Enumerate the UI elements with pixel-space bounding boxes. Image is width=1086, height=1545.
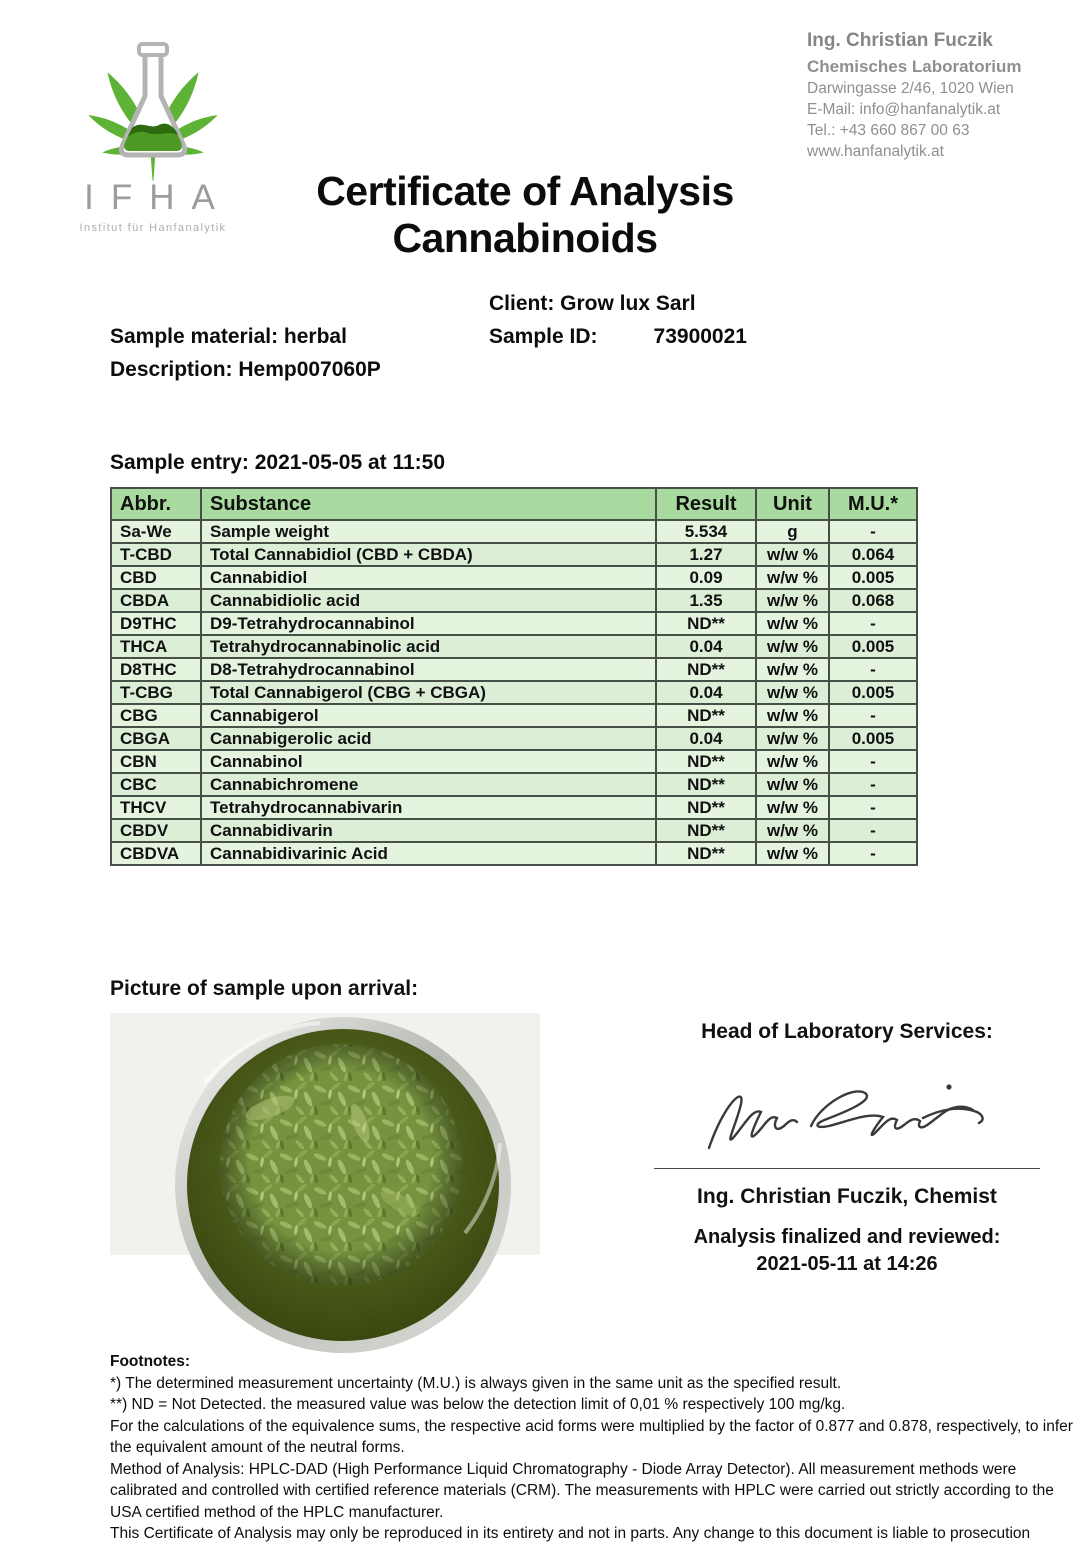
table-cell: ND** (656, 750, 756, 773)
table-row (111, 658, 917, 681)
lab-contact-block (807, 30, 1057, 162)
contact-name: Ing. Christian Fuczik (807, 30, 993, 51)
table-cell: - (829, 773, 917, 796)
text-line: Tel.: +43 660 867 00 63 (807, 122, 970, 139)
picture-label: Picture of sample upon arrival: (110, 977, 419, 1000)
table-cell: ND** (656, 658, 756, 681)
table-cell: - (829, 612, 917, 635)
table-cell: 0.04 (656, 681, 756, 704)
table-cell: Cannabidivarinic Acid (201, 842, 656, 865)
table-header-cell: Substance (201, 488, 656, 520)
table-row (111, 819, 917, 842)
table-cell: - (829, 842, 917, 865)
table-header-cell: Result (656, 488, 756, 520)
table-cell: w/w % (756, 612, 829, 635)
table-cell: w/w % (756, 773, 829, 796)
table-cell: - (829, 520, 917, 543)
table-cell: w/w % (756, 681, 829, 704)
sample-entry: Sample entry: 2021-05-05 at 11:50 (110, 451, 446, 474)
table-row (111, 750, 917, 773)
table-cell: THCV (111, 796, 201, 819)
table-cell: g (756, 520, 829, 543)
table-cell: Cannabichromene (201, 773, 656, 796)
text-line: E-Mail: info@hanfanalytik.at (807, 101, 1001, 118)
contact-lines (807, 55, 1057, 162)
table-row (111, 589, 917, 612)
table-cell: ND** (656, 842, 756, 865)
table-header-cell: Unit (756, 488, 829, 520)
hemp-leaf-flask-icon (66, 26, 241, 176)
table-cell: Total Cannabigerol (CBG + CBGA) (201, 681, 656, 704)
table-cell: Sample weight (201, 520, 656, 543)
table-cell: CBDVA (111, 842, 201, 865)
table-cell: w/w % (756, 543, 829, 566)
text-line: This Certificate of Analysis may only be reproduced in its entirety and not in parts. Any change to this document is liable to prosecution (110, 1525, 1031, 1542)
text-line: *) The determined measurement uncertainty (M.U.) is always given in the same unit as the specified result. (110, 1374, 842, 1392)
table-cell: w/w % (756, 635, 829, 658)
title-line-2: Cannabinoids (392, 215, 658, 261)
title-line-1: Certificate of Analysis (316, 168, 734, 214)
table-cell: T-CBG (111, 681, 201, 704)
table-cell: - (829, 796, 917, 819)
table-cell: 0.064 (829, 543, 917, 566)
table-cell: w/w % (756, 589, 829, 612)
text-line: www.hanfanalytik.at (807, 143, 944, 160)
signature-line (654, 1168, 1040, 1169)
table-cell: Tetrahydrocannabivarin (201, 796, 656, 819)
table-cell: THCA (111, 635, 201, 658)
table-cell: - (829, 704, 917, 727)
table-row (111, 681, 917, 704)
table-cell: w/w % (756, 819, 829, 842)
table-cell: 0.04 (656, 727, 756, 750)
text-line: **) ND = Not Detected. the measured value was below the detection limit of 0,01 % respectively 100 mg/kg. (110, 1396, 846, 1413)
table-cell: ND** (656, 773, 756, 796)
table-header-cell: Abbr. (111, 488, 201, 520)
table-header-row (111, 488, 917, 520)
results-table-body (111, 520, 917, 865)
table-cell: 0.005 (829, 727, 917, 750)
footnotes (110, 1351, 1086, 1545)
table-cell: 5.534 (656, 520, 756, 543)
table-row (111, 727, 917, 750)
table-cell: Cannabidivarin (201, 819, 656, 842)
text-line: For the calculations of the equivalence sums, the respective acid forms were multiplied by the factor of 0.877 and 0.878, respectively, to infer the equivalent amount of the neutral forms. (110, 1417, 1073, 1456)
page-title (0, 168, 1050, 262)
signature-section (650, 1020, 1044, 1276)
table-cell: Cannabigerol (201, 704, 656, 727)
finalized-date: 2021-05-11 at 14:26 (756, 1253, 938, 1275)
sample-material: Sample material: herbal (110, 325, 347, 348)
sample-photo (110, 1013, 540, 1255)
table-cell: D8-Tetrahydrocannabinol (201, 658, 656, 681)
table-cell: ND** (656, 704, 756, 727)
table-cell: ND** (656, 819, 756, 842)
table-cell: w/w % (756, 704, 829, 727)
table-cell: CBN (111, 750, 201, 773)
table-cell: w/w % (756, 796, 829, 819)
sample-id-label: Sample ID: (489, 325, 598, 348)
table-cell: ND** (656, 612, 756, 635)
table-cell: 0.005 (829, 566, 917, 589)
signature-icon (687, 1060, 1007, 1168)
finalized-label: Analysis finalized and reviewed: (693, 1226, 1001, 1248)
table-cell: 0.005 (829, 681, 917, 704)
text-line: Method of Analysis: HPLC-DAD (High Performance Liquid Chromatography - Diode Array Detector). All measurement methods were calibrated and controlled with certified reference materials (CRM). The measurements with HPLC were carried out strictly according to the USA certified method of the HPLC manufacturer. (110, 1460, 1054, 1521)
table-cell: w/w % (756, 842, 829, 865)
table-cell: CBDA (111, 589, 201, 612)
table-cell: Cannabinol (201, 750, 656, 773)
table-row (111, 566, 917, 589)
table-cell: T-CBD (111, 543, 201, 566)
table-row (111, 543, 917, 566)
table-cell: - (829, 819, 917, 842)
table-cell: 0.068 (829, 589, 917, 612)
table-cell: - (829, 658, 917, 681)
table-cell: Sa-We (111, 520, 201, 543)
footnotes-heading: Footnotes: (110, 1353, 191, 1370)
client-label: Client: Grow lux Sarl (489, 292, 696, 315)
table-row (111, 635, 917, 658)
sample-id-value: 73900021 (653, 325, 747, 348)
logo-acronym: IFHA (84, 178, 232, 217)
table-cell: w/w % (756, 750, 829, 773)
table-cell: D8THC (111, 658, 201, 681)
table-cell: D9-Tetrahydrocannabinol (201, 612, 656, 635)
text-line: Chemisches Laboratorium (807, 57, 1022, 76)
table-cell: w/w % (756, 658, 829, 681)
table-cell: CBD (111, 566, 201, 589)
signer-name: Ing. Christian Fuczik, Chemist (697, 1185, 997, 1208)
table-cell: Cannabidiolic acid (201, 589, 656, 612)
table-cell: CBG (111, 704, 201, 727)
signature-heading: Head of Laboratory Services: (701, 1020, 993, 1043)
table-cell: - (829, 750, 917, 773)
table-cell: Total Cannabidiol (CBD + CBDA) (201, 543, 656, 566)
table-row (111, 520, 917, 543)
table-header-cell: M.U.* (829, 488, 917, 520)
table-cell: 1.27 (656, 543, 756, 566)
table-cell: 0.005 (829, 635, 917, 658)
table-cell: Tetrahydrocannabinolic acid (201, 635, 656, 658)
table-row (111, 773, 917, 796)
table-cell: CBDV (111, 819, 201, 842)
table-cell: CBGA (111, 727, 201, 750)
text-line: Darwingasse 2/46, 1020 Wien (807, 80, 1014, 97)
sample-id-row (489, 325, 747, 349)
table-row (111, 612, 917, 635)
table-cell: Cannabidiol (201, 566, 656, 589)
results-table (110, 487, 918, 866)
table-row (111, 842, 917, 865)
table-cell: 1.35 (656, 589, 756, 612)
table-cell: w/w % (756, 566, 829, 589)
table-cell: D9THC (111, 612, 201, 635)
table-cell: ND** (656, 796, 756, 819)
sample-description: Description: Hemp007060P (110, 358, 381, 381)
table-cell: w/w % (756, 727, 829, 750)
table-row (111, 796, 917, 819)
table-cell: Cannabigerolic acid (201, 727, 656, 750)
logo-subtitle: Institut für Hanfanalytik (79, 222, 227, 234)
table-row (111, 704, 917, 727)
table-cell: CBC (111, 773, 201, 796)
table-cell: 0.09 (656, 566, 756, 589)
footnote-lines (110, 1373, 1086, 1545)
table-cell: 0.04 (656, 635, 756, 658)
